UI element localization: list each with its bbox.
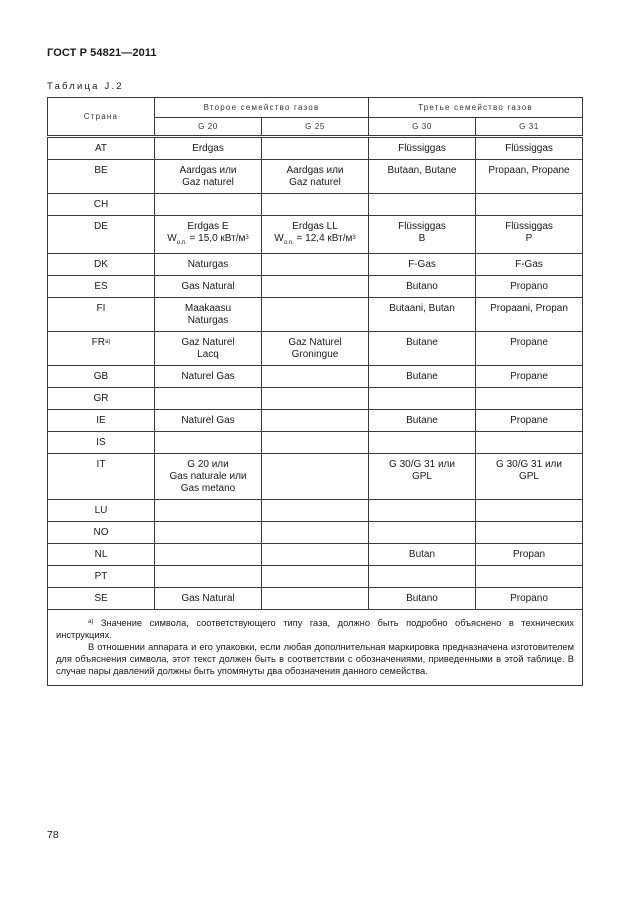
cell-line: Gaz Naturel: [288, 337, 342, 348]
table-row-ie: [48, 410, 583, 432]
cell-g25: [262, 566, 369, 588]
table-row-es: [48, 276, 583, 298]
cell-line: Erdgas E: [187, 221, 229, 232]
cell-line: Aardgas или: [179, 165, 237, 176]
w-value: = 12,4 кВт/м: [293, 233, 353, 244]
cell-g20: Erdgas: [155, 137, 262, 160]
cell-g30: Butane: [369, 332, 476, 366]
cell-country: GR: [48, 388, 155, 410]
gas-family-table: [47, 97, 583, 686]
cell-line: B: [418, 233, 426, 244]
cell-g20: [155, 298, 262, 332]
table-row-it: [48, 454, 583, 500]
cell-country: AT: [48, 137, 155, 160]
header-g20: G 20: [155, 118, 262, 137]
cell-country: BE: [48, 160, 155, 194]
cell-g30: Butaan, Butane: [369, 160, 476, 194]
document-code: ГОСТ Р 54821—2011: [47, 47, 157, 59]
cell-g25: [262, 276, 369, 298]
cell-country: IS: [48, 432, 155, 454]
cell-g30: [369, 216, 476, 254]
cell-g20: [155, 454, 262, 500]
cell-g31: Propano: [476, 588, 583, 610]
cell-g31: [476, 522, 583, 544]
table-row-gr: [48, 388, 583, 410]
cell-g20: [155, 500, 262, 522]
table-notes: [48, 610, 583, 686]
cell-g31: [476, 500, 583, 522]
table-row-gb: [48, 366, 583, 388]
cell-g25: [262, 254, 369, 276]
table-row-dk: [48, 254, 583, 276]
cell-g31: Propane: [476, 332, 583, 366]
cell-g30: Butane: [369, 410, 476, 432]
cell-g31: Propane: [476, 366, 583, 388]
cell-g20: Naturel Gas: [155, 366, 262, 388]
cell-g25: [262, 194, 369, 216]
cell-line: Lacq: [197, 349, 219, 360]
w-value: = 15,0 кВт/м: [186, 233, 246, 244]
cell-g25: [262, 366, 369, 388]
table-row-nl: [48, 544, 583, 566]
table-row-be: [48, 160, 583, 194]
cell-g20: [155, 522, 262, 544]
cell-g25: [262, 332, 369, 366]
cell-g30: F-Gas: [369, 254, 476, 276]
cell-line: Gas metano: [180, 483, 236, 494]
cell-line: G 20 или: [187, 459, 229, 470]
cell-g30: [369, 388, 476, 410]
cell-country: IE: [48, 410, 155, 432]
header-g30: G 30: [369, 118, 476, 137]
cell-g31: Propano: [476, 276, 583, 298]
cell-line: Maakaasu: [184, 303, 232, 314]
cell-g30: Butano: [369, 276, 476, 298]
cell-country: DK: [48, 254, 155, 276]
cell-g25: [262, 500, 369, 522]
country-code: FR: [91, 337, 105, 348]
table-row-lu: [48, 500, 583, 522]
footnote-mark: а): [88, 619, 94, 625]
cell-line: Gaz naturel: [182, 177, 234, 188]
cell-g30: [369, 500, 476, 522]
cell-g25: [262, 298, 369, 332]
cell-g20: [155, 544, 262, 566]
page-number: 78: [47, 829, 59, 841]
cell-g20: [155, 332, 262, 366]
cell-g20: [155, 160, 262, 194]
cell-country: DE: [48, 216, 155, 254]
table-row-ch: [48, 194, 583, 216]
cell-g30: Butane: [369, 366, 476, 388]
cell-g20: [155, 216, 262, 254]
cell-g25: [262, 588, 369, 610]
cell-line: Aardgas или: [286, 165, 344, 176]
cell-country: CH: [48, 194, 155, 216]
footnote-a: [56, 617, 574, 641]
cell-country: SE: [48, 588, 155, 610]
cell-g25: [262, 137, 369, 160]
cell-g20: Naturel Gas: [155, 410, 262, 432]
cell-country: GB: [48, 366, 155, 388]
table-row-is: [48, 432, 583, 454]
cell-line-formula: [262, 233, 368, 249]
cell-g31: Propan: [476, 544, 583, 566]
cell-g25: [262, 388, 369, 410]
cell-g31: [476, 216, 583, 254]
cell-g20: Naturgas: [155, 254, 262, 276]
w-symbol: W: [274, 233, 284, 244]
cell-line: GPL: [518, 471, 539, 482]
cell-g20: Gas Natural: [155, 588, 262, 610]
cell-g25: [262, 522, 369, 544]
header-g31: G 31: [476, 118, 583, 137]
cell-line: Gaz Naturel: [181, 337, 235, 348]
cell-country: ES: [48, 276, 155, 298]
table-row-pt: [48, 566, 583, 588]
table-row-no: [48, 522, 583, 544]
table-row-de: [48, 216, 583, 254]
w-subscript: o.n.: [283, 240, 294, 246]
cell-g31: [476, 454, 583, 500]
footnote-text: Значение символа, соответствующего типу газа, должно быть подробно объяснено в технических инструкциях.: [56, 618, 574, 640]
table-caption: Таблица J.2: [47, 81, 124, 92]
gas-table-container: [47, 97, 582, 686]
cell-g30: Butano: [369, 588, 476, 610]
cell-g30: [369, 566, 476, 588]
cell-g25: [262, 410, 369, 432]
header-country: Страна: [48, 98, 155, 137]
cell-g25: [262, 216, 369, 254]
cell-g30: Butan: [369, 544, 476, 566]
cell-g31: Propane: [476, 410, 583, 432]
cell-line: P: [525, 233, 533, 244]
cell-country: IT: [48, 454, 155, 500]
cell-line: Naturgas: [187, 315, 229, 326]
cell-g25: [262, 432, 369, 454]
cell-g31: F-Gas: [476, 254, 583, 276]
cell-g31: Flüssiggas: [476, 137, 583, 160]
w-symbol: W: [167, 233, 177, 244]
table-row-at: [48, 137, 583, 160]
cell-line: Groningue: [291, 349, 339, 360]
cell-country: [48, 332, 155, 366]
cell-line: G 30/G 31 или: [496, 459, 562, 470]
cell-g25: [262, 160, 369, 194]
header-second-family: Второе семейство газов: [155, 98, 369, 118]
cell-g30: [369, 454, 476, 500]
cell-g30: Flüssiggas: [369, 137, 476, 160]
table-row-fr: [48, 332, 583, 366]
cell-country: LU: [48, 500, 155, 522]
table-row-se: [48, 588, 583, 610]
cell-line-formula: [155, 233, 261, 249]
cell-g20: [155, 566, 262, 588]
cell-g25: [262, 544, 369, 566]
cell-g31: [476, 432, 583, 454]
header-third-family: Третье семейство газов: [369, 98, 583, 118]
cell-g25: [262, 454, 369, 500]
cell-g31: [476, 566, 583, 588]
w-subscript: o.n.: [176, 240, 187, 246]
unit-exponent: 3: [245, 235, 249, 241]
cell-country: NL: [48, 544, 155, 566]
note-paragraph: В отношении аппарата и его упаковки, если любая дополнительная маркировка предназначена изготовителем для объяснения символа, этот текст должен быть в соответствии с обозначениями, приведенными в этой таблице. В случае пары давлений должны быть упомянуты два обозначения данного семейства.: [56, 642, 574, 676]
cell-g31: [476, 194, 583, 216]
cell-g20: Gas Natural: [155, 276, 262, 298]
cell-g30: Butaani, Butan: [369, 298, 476, 332]
cell-line: Erdgas LL: [292, 221, 338, 232]
cell-line: Gaz naturel: [289, 177, 341, 188]
table-row-fi: [48, 298, 583, 332]
cell-g20: [155, 432, 262, 454]
cell-g30: [369, 432, 476, 454]
cell-g30: [369, 194, 476, 216]
cell-g31: Propaani, Propan: [476, 298, 583, 332]
cell-line: Gas naturale или: [169, 471, 247, 482]
cell-g31: Propaan, Propane: [476, 160, 583, 194]
cell-g30: [369, 522, 476, 544]
cell-line: GPL: [411, 471, 432, 482]
cell-country: NO: [48, 522, 155, 544]
cell-country: FI: [48, 298, 155, 332]
cell-line: Flüssiggas: [505, 221, 553, 232]
cell-line: G 30/G 31 или: [389, 459, 455, 470]
unit-exponent: 3: [352, 235, 356, 241]
footnote-ref: a): [105, 339, 111, 345]
table-notes-row: [48, 610, 583, 686]
cell-line: Flüssiggas: [398, 221, 446, 232]
cell-country: PT: [48, 566, 155, 588]
header-g25: G 25: [262, 118, 369, 137]
cell-g31: [476, 388, 583, 410]
cell-g20: [155, 388, 262, 410]
cell-g20: [155, 194, 262, 216]
